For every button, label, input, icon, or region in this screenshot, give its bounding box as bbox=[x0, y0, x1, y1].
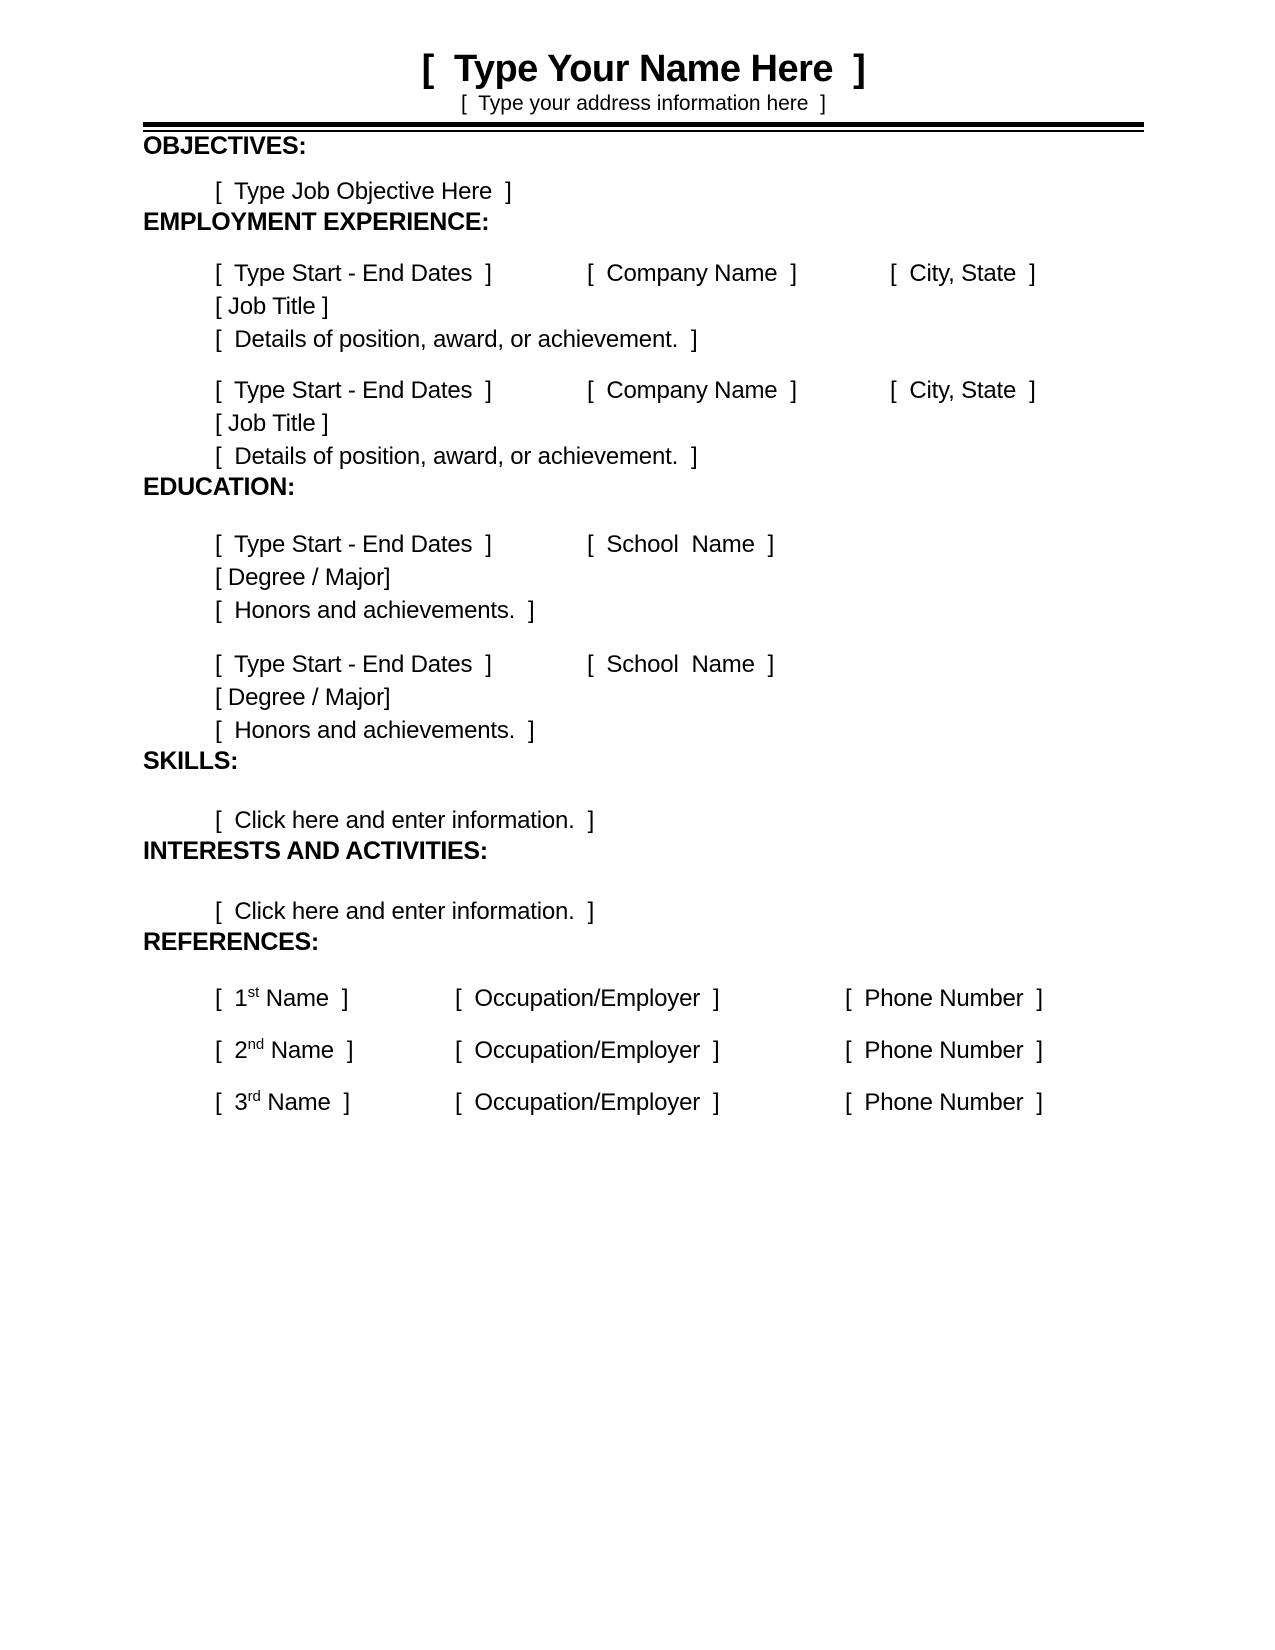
occupation-employer-placeholder[interactable]: [ Occupation/Employer ] bbox=[455, 985, 720, 1012]
bracket-prefix: [ bbox=[215, 985, 235, 1012]
skills-placeholder[interactable]: [ Click here and enter information. ] bbox=[215, 807, 595, 834]
school-name-placeholder[interactable]: [ School Name ] bbox=[587, 531, 775, 558]
reference-row-2 bbox=[215, 1034, 1144, 1067]
reference-name-placeholder[interactable] bbox=[215, 1086, 455, 1119]
honors-placeholder[interactable]: [ Honors and achievements. ] bbox=[215, 717, 535, 744]
education-heading: EDUCATION: bbox=[143, 473, 296, 501]
position-details-placeholder[interactable]: [ Details of position, award, or achievement. ] bbox=[215, 326, 698, 353]
company-placeholder[interactable]: [ Company Name ] bbox=[587, 260, 797, 287]
employment-row-meta bbox=[215, 374, 1144, 407]
section-education bbox=[143, 473, 1144, 747]
address-placeholder[interactable]: [ Type your address information here ] bbox=[461, 92, 826, 115]
education-entry-2 bbox=[143, 648, 1144, 747]
interests-placeholder[interactable]: [ Click here and enter information. ] bbox=[215, 898, 595, 925]
name-placeholder[interactable]: [ Type Your Name Here ] bbox=[421, 48, 866, 90]
section-references bbox=[143, 928, 1144, 1119]
phone-number-placeholder[interactable]: [ Phone Number ] bbox=[845, 1037, 1043, 1064]
education-entry-1 bbox=[143, 528, 1144, 627]
reference-name-placeholder[interactable] bbox=[215, 1034, 455, 1067]
reference-name-rest: Name ] bbox=[259, 985, 349, 1012]
company-placeholder[interactable]: [ Company Name ] bbox=[587, 377, 797, 404]
objectives-heading: OBJECTIVES: bbox=[143, 132, 307, 160]
occupation-employer-placeholder[interactable]: [ Occupation/Employer ] bbox=[455, 1089, 720, 1116]
school-name-placeholder[interactable]: [ School Name ] bbox=[587, 651, 775, 678]
reference-number: 2 bbox=[234, 1037, 248, 1064]
degree-major-placeholder[interactable]: [ Degree / Major] bbox=[215, 684, 391, 711]
honors-placeholder[interactable]: [ Honors and achievements. ] bbox=[215, 597, 535, 624]
reference-row-3 bbox=[215, 1086, 1144, 1119]
reference-row-1 bbox=[215, 982, 1144, 1015]
section-interests bbox=[143, 837, 1144, 928]
employment-entry-2 bbox=[143, 374, 1144, 473]
dates-placeholder[interactable]: [ Type Start - End Dates ] bbox=[215, 260, 492, 287]
job-title-placeholder[interactable]: [ Job Title ] bbox=[215, 293, 329, 320]
dates-placeholder[interactable]: [ Type Start - End Dates ] bbox=[215, 377, 492, 404]
doc-header bbox=[143, 48, 1144, 132]
ordinal-suffix: rd bbox=[247, 1088, 261, 1105]
bracket-prefix: [ bbox=[215, 1089, 235, 1116]
section-objectives bbox=[143, 132, 1144, 208]
dates-placeholder[interactable]: [ Type Start - End Dates ] bbox=[215, 651, 492, 678]
skills-heading: SKILLS: bbox=[143, 747, 239, 775]
ordinal-suffix: nd bbox=[247, 1036, 265, 1053]
ordinal-suffix: st bbox=[247, 984, 260, 1001]
phone-number-placeholder[interactable]: [ Phone Number ] bbox=[845, 1089, 1043, 1116]
reference-name-rest: Name ] bbox=[264, 1037, 354, 1064]
city-state-placeholder[interactable]: [ City, State ] bbox=[890, 377, 1036, 404]
header-divider bbox=[143, 122, 1144, 132]
interests-heading: INTERESTS AND ACTIVITIES: bbox=[143, 837, 488, 865]
education-row-meta bbox=[215, 528, 1144, 561]
references-heading: REFERENCES: bbox=[143, 928, 319, 956]
bracket-prefix: [ bbox=[215, 1037, 235, 1064]
reference-number: 1 bbox=[234, 985, 248, 1012]
job-objective-placeholder[interactable]: [ Type Job Objective Here ] bbox=[215, 178, 512, 205]
reference-name-placeholder[interactable] bbox=[215, 982, 455, 1015]
position-details-placeholder[interactable]: [ Details of position, award, or achievement. ] bbox=[215, 443, 698, 470]
employment-row-meta bbox=[215, 257, 1144, 290]
section-skills bbox=[143, 747, 1144, 837]
dates-placeholder[interactable]: [ Type Start - End Dates ] bbox=[215, 531, 492, 558]
employment-heading: EMPLOYMENT EXPERIENCE: bbox=[143, 208, 490, 236]
employment-entry-1 bbox=[143, 257, 1144, 356]
reference-number: 3 bbox=[234, 1089, 248, 1116]
education-row-meta bbox=[215, 648, 1144, 681]
job-title-placeholder[interactable]: [ Job Title ] bbox=[215, 410, 329, 437]
section-employment bbox=[143, 208, 1144, 473]
degree-major-placeholder[interactable]: [ Degree / Major] bbox=[215, 564, 391, 591]
city-state-placeholder[interactable]: [ City, State ] bbox=[890, 260, 1036, 287]
reference-name-rest: Name ] bbox=[260, 1089, 350, 1116]
occupation-employer-placeholder[interactable]: [ Occupation/Employer ] bbox=[455, 1037, 720, 1064]
phone-number-placeholder[interactable]: [ Phone Number ] bbox=[845, 985, 1043, 1012]
